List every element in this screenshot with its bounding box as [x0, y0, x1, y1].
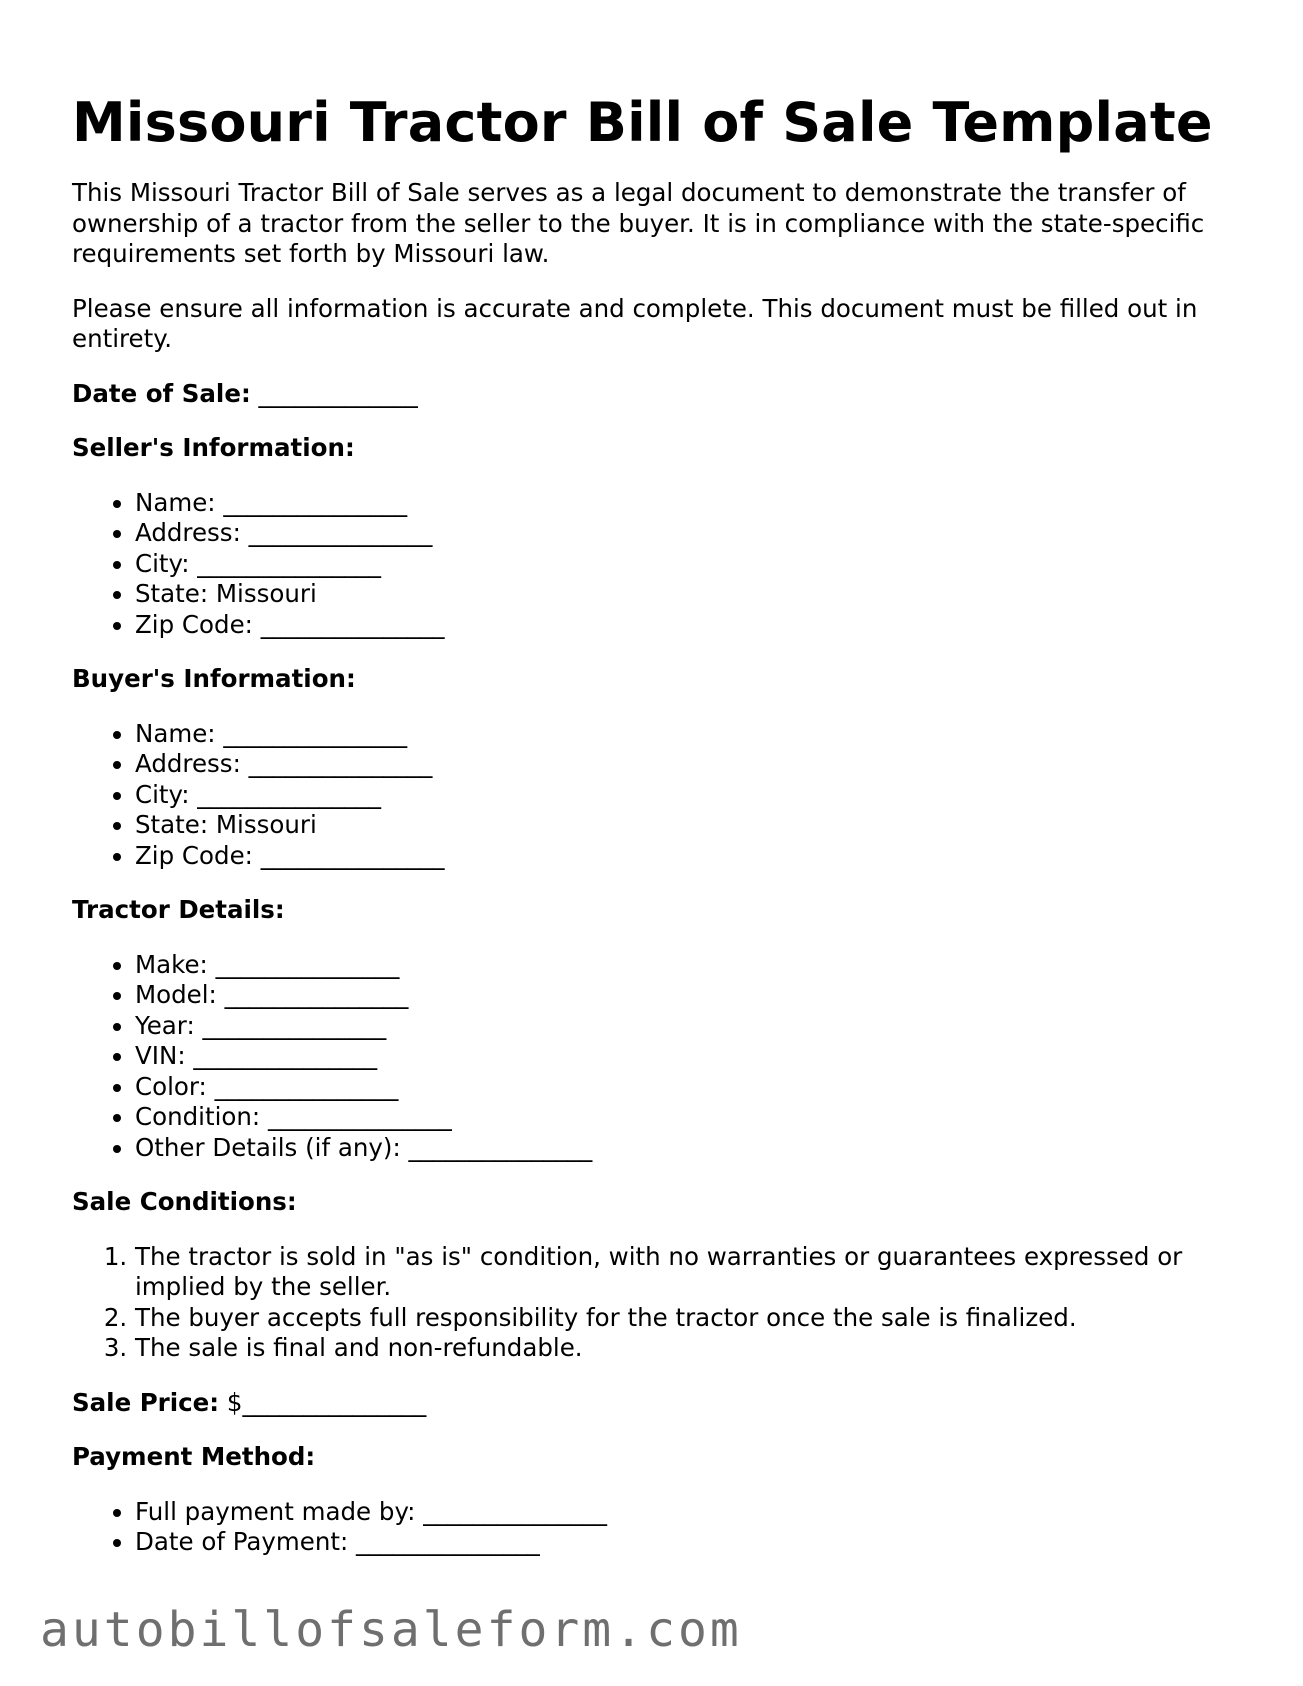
sale-price-field: [72, 1388, 1242, 1419]
seller-name-item: • Name: _______________: [135, 488, 1242, 519]
intro-paragraph: This Missouri Tractor Bill of Sale serves as a legal document to demonstrate the transfer of ownership of a tractor from the seller to the buyer. It is in compliance with the state-specific requirements set forth by Missouri law.: [72, 178, 1205, 268]
instruction-paragraph: Please ensure all information is accurate and complete. This document must be filled out in entirety.: [72, 293, 1198, 353]
buyer-state-item: • State: Missouri: [135, 810, 1242, 841]
buyer-city-item: • City: _______________: [135, 780, 1242, 811]
payment-heading: Payment Method:: [72, 1442, 316, 1471]
buyer-name-item: • Name: _______________: [135, 719, 1242, 750]
sale-price-label: Sale Price:: [72, 1387, 220, 1417]
tractor-condition-item: • Condition: _______________: [135, 1102, 1242, 1133]
buyer-heading: Buyer's Information:: [72, 664, 356, 693]
tractor-make-item: • Make: _______________: [135, 950, 1242, 981]
payment-list: [72, 1497, 1242, 1558]
payment-by-item: • Full payment made by: _______________: [135, 1497, 1242, 1528]
condition-item: 2. The buyer accepts full responsibility for the tractor once the sale is finalized.: [135, 1303, 1242, 1334]
date-of-sale-blank: _____________: [258, 378, 418, 408]
tractor-list: [72, 950, 1242, 1164]
tractor-other-item: • Other Details (if any): _______________: [135, 1133, 1242, 1164]
seller-city-item: • City: _______________: [135, 549, 1242, 580]
payment-date-item: • Date of Payment: _______________: [135, 1527, 1242, 1558]
tractor-heading: Tractor Details:: [72, 895, 285, 924]
buyer-zip-item: • Zip Code: _______________: [135, 841, 1242, 872]
buyer-list: [72, 719, 1242, 872]
seller-list: [72, 488, 1242, 641]
document-page: [72, 88, 1242, 1582]
tractor-color-item: • Color: _______________: [135, 1072, 1242, 1103]
tractor-model-item: • Model: _______________: [135, 980, 1242, 1011]
condition-item: 1. The tractor is sold in "as is" condition, with no warranties or guarantees expressed or implied by the seller.: [135, 1242, 1242, 1303]
seller-zip-item: • Zip Code: _______________: [135, 610, 1242, 641]
buyer-address-item: • Address: _______________: [135, 749, 1242, 780]
seller-state-item: • State: Missouri: [135, 579, 1242, 610]
conditions-heading: Sale Conditions:: [72, 1187, 297, 1216]
sale-price-blank: $_______________: [226, 1387, 427, 1417]
page-title: Missouri Tractor Bill of Sale Template: [72, 91, 1213, 154]
conditions-list: [72, 1242, 1242, 1364]
watermark: autobillofsaleform.com: [40, 1602, 742, 1658]
tractor-year-item: • Year: _______________: [135, 1011, 1242, 1042]
condition-item: 3. The sale is final and non-refundable.: [135, 1333, 1242, 1364]
seller-heading: Seller's Information:: [72, 433, 355, 462]
tractor-vin-item: • VIN: _______________: [135, 1041, 1242, 1072]
date-of-sale-label: Date of Sale:: [72, 378, 251, 408]
date-of-sale-field: [72, 379, 1242, 410]
seller-address-item: • Address: _______________: [135, 518, 1242, 549]
